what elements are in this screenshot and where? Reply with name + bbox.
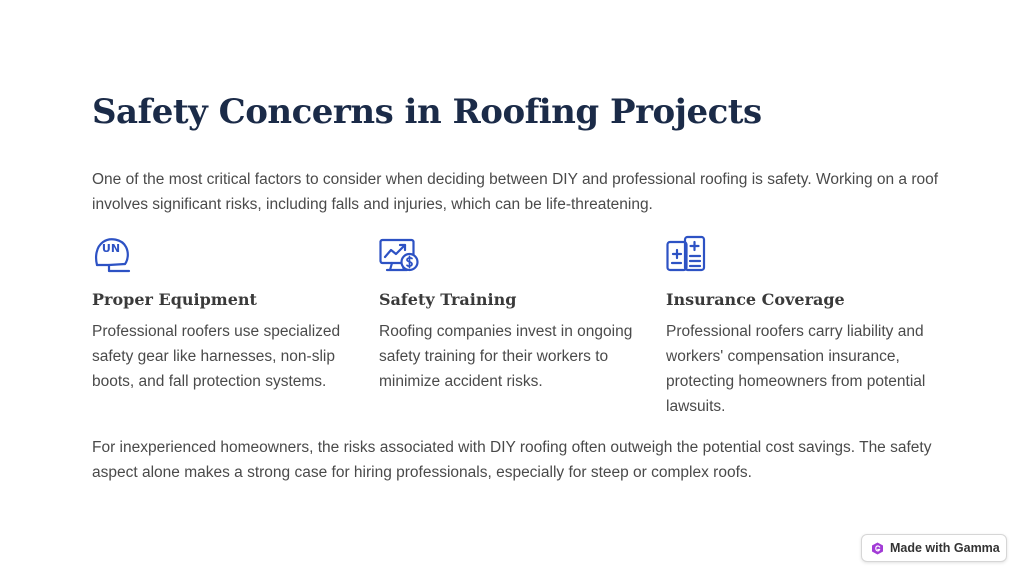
insurance-document-icon [666, 235, 706, 275]
closing-paragraph: For inexperienced homeowners, the risks associated with DIY roofing often outweigh the potential cost savings. The safety aspect alone makes a strong case for hiring professionals, especially for steep or complex roofs. [92, 439, 932, 481]
training-chart-icon [379, 235, 419, 275]
badge-label: Made with Gamma [890, 541, 1000, 555]
hard-hat-icon [92, 235, 132, 275]
page-title: Safety Concerns in Roofing Projects [92, 92, 762, 132]
card-insurance-coverage [666, 235, 931, 415]
card-text: Roofing companies invest in ongoing safety training for their workers to minimize accident risks. [379, 323, 633, 390]
gamma-logo-icon [871, 542, 884, 555]
intro-paragraph: One of the most critical factors to consider when deciding between DIY and professional roofing is safety. Working on a roof involves significant risks, including falls and injuries, which can be life-threatening. [92, 171, 939, 213]
card-title: Insurance Coverage [666, 290, 845, 309]
card-safety-training [379, 235, 644, 390]
card-text: Professional roofers use specialized safety gear like harnesses, non-slip boots, and fall protection systems. [92, 323, 341, 390]
card-title: Safety Training [379, 290, 517, 309]
card-text: Professional roofers carry liability and workers' compensation insurance, protecting homeowners from potential lawsuits. [666, 323, 926, 415]
hard-hat-icon-text: UN [101, 242, 121, 255]
made-with-gamma-badge[interactable] [861, 534, 1007, 562]
card-title: Proper Equipment [92, 290, 257, 309]
card-proper-equipment [92, 235, 357, 390]
